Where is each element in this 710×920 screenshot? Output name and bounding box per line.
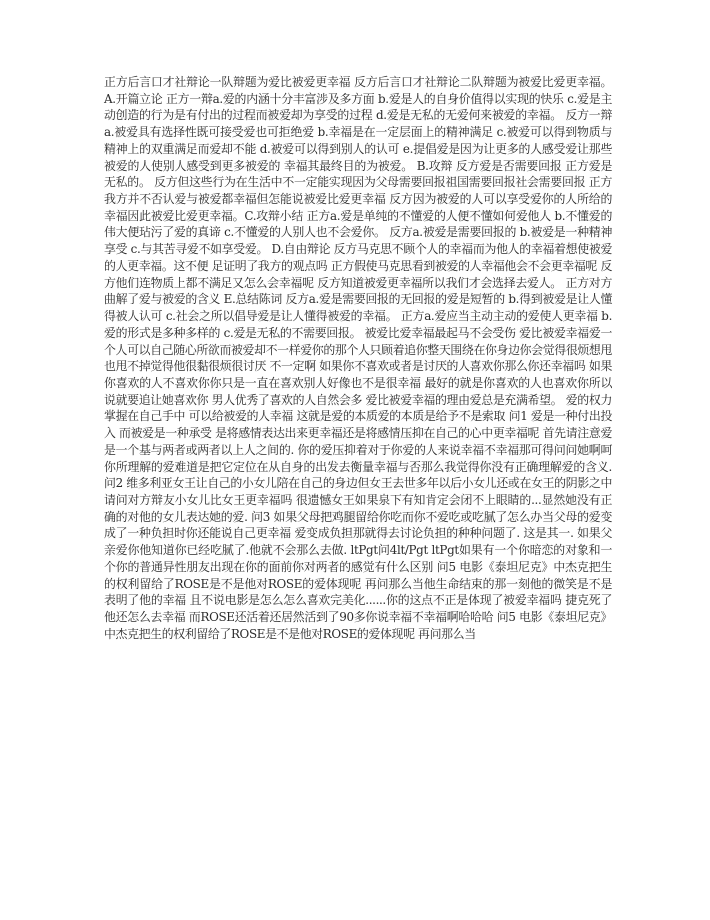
document-page [104,74,612,642]
debate-body-text: 正方后言口才社辩论一队辩题为爱比被爱更幸福 反方后言口才社辩论二队辩题为被爱比爱更幸福。 A.开篇立论 正方一辩a.爱的内涵十分丰富涉及多方面 b.爱是人的自身价值得以实现的快乐 c.爱是主动创造的行为是有付出的过程而被爱却为享受的过程 d.爱是无私的无爱何来被爱的幸福。 反方一辩a.被爱具有选择性既可接受爱也可拒绝爱 b.幸福是在一定层面上的精神满足 c.被爱可以得到物质与精神上的双重满足而爱却不能 d.被爱可以得到别人的认可 e.提倡爱是因为让更多的人感受爱让那些被爱的人使别人感受到更多被爱的 幸福其最终目的为被爱。 B.攻辩 反方爱是否需要回报 正方爱是无私的。 反方但这些行为在生活中不一定能实现因为父母需要回报祖国需要回报社会需要回报 正方我方并不否认爱与被爱都幸福但怎能说被爱比爱更幸福 反方因为被爱的人可以享受爱你的人所给的幸福因此被爱比爱更幸福。C.攻辩小结 正方a.爱是单纯的不懂爱的人便不懂如何爱他人 b.不懂爱的伟大便玷污了爱的真谛 c.不懂爱的人别人也不会爱你。 反方a.被爱是需要回报的 b.被爱是一种精神享受 c.与其苦寻爱不如享受爱。 D.自由辩论 反方马克思不顾个人的幸福而为他人的幸福着想使被爱的人更幸福。这不便 足证明了我方的观点吗 正方假使马克思看到被爱的人幸福他会不会更幸福呢 反方他们连物质上都不满足又怎么会幸福呢 反方知道被爱更幸福所以我们才会选择去爱人。 正方对方曲解了爱与被爱的含义 E.总结陈词 反方a.爱是需要回报的无回报的爱是短暂的 b.得到被爱是让人懂得被人认可 c.社会之所以倡导爱是让人懂得被爱的幸福。 正方a.爱应当主动主动的爱使人更幸福 b.爱的形式是多种多样的 c.爱是无私的不需要回报。 被爱比爱幸福最起马不会受伤 爱比被爱幸福爱一个人可以自己随心所欲而被爱却不一样爱你的那个人只顾着追你整天围绕在你身边你会觉得很烦想甩也甩不掉觉得他很黏很烦很讨厌 不一定啊 如果你不喜欢或者是讨厌的人喜欢你那么你还幸福吗 如果你喜欢的人不喜欢你你只是一直在喜欢别人好像也不是很幸福 最好的就是你喜欢的人也喜欢你所以说就要追让她喜欢你 男人优秀了喜欢的人自然会多 爱比被爱幸福的理由爱总是充满希望。 爱的权力掌握在自己手中 可以给被爱的人幸福 这就是爱的本质爱的本质是给予不是索取 问1 爱是一种付出投入 而被爱是一种承受 是将感情表达出来更幸福还是将感情压抑在自己的心中更幸福呢 首先请注意爱是一个基与两者或两者以上人之间的. 你的爱压抑着对于你爱的人来说幸福不幸福那可得问问她啊呵你所理解的爱难道是把它定位在从自身的出发去衡量幸福与否那么我觉得你没有正确理解爱的含义. 问2 维多利亚女王让自己的小女儿陪在自己的身边但女王去世多年以后小女儿还或在女王的阴影之中请问对方辩友小女儿比女王更幸福吗 很遗憾女王如果泉下有知肯定会闭不上眼睛的...显然她没有正确的对他的女儿表达她的爱. 问3 如果父母把鸡腿留给你吃而你不爱吃或吃腻了怎么办当父母的爱变成了一种负担时你还能说自己更幸福 爱变成负担那就得去讨论负担的种种问题了. 这是其一. 如果父亲爱你他知道你已经吃腻了.他就不会那么去做. ltPgt问4lt/Pgt ltPgt如果有一个你暗恋的对象和一个你的普通异性朋友出现在你的面前你对两者的感觉有什么区别 问5 电影《泰坦尼克》中杰克把生的权利留给了ROSE是不是他对ROSE的爱体现呢 再问那么当他生命结束的那一刻他的微笑是不是表明了他的幸福 且不说电影是怎么怎么喜欢完美化......你的这点不正是体现了被爱幸福吗 捷克死了他还怎么去幸福 而ROSE还活着还居然活到了90多你说幸福不幸福啊哈哈哈 问5 电影《泰坦尼克》中杰克把生的权利留给了ROSE是不是他对ROSE的爱体现呢 再问那么当 [104,75,612,641]
